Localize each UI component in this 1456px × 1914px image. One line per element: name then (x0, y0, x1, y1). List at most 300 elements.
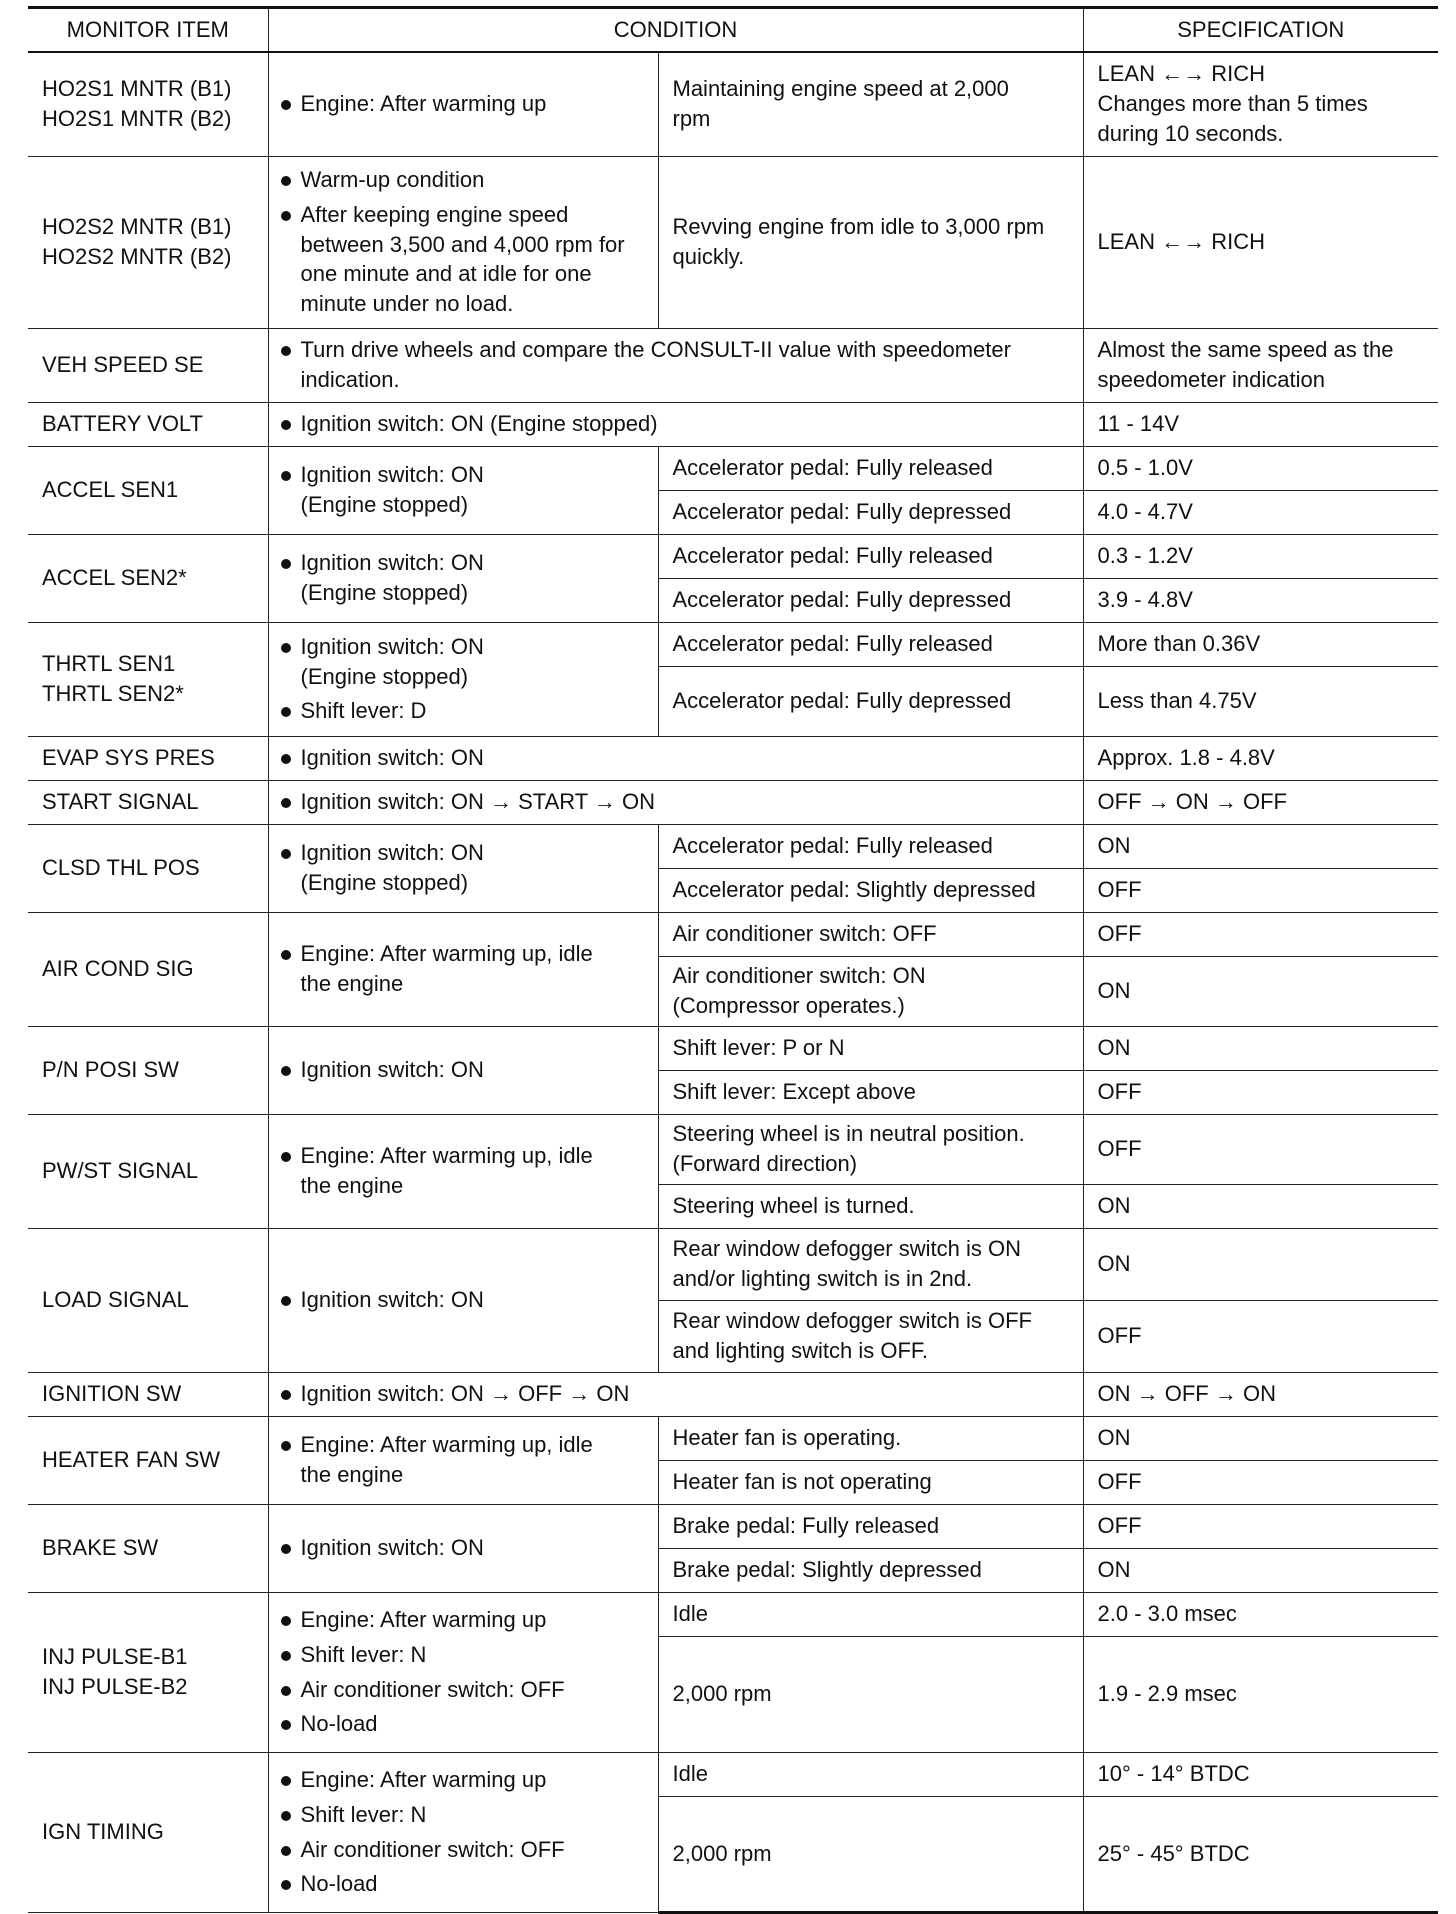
sub-condition-line: Accelerator pedal: Fully released (672, 543, 993, 569)
sub-condition-cell (658, 1300, 1083, 1372)
specification-line: 1.9 - 2.9 msec (1097, 1681, 1237, 1707)
specification-line: 3.9 - 4.8V (1097, 587, 1193, 613)
monitor-item-cell (28, 402, 268, 446)
sub-condition-line: Steering wheel is in neutral position. (672, 1121, 1025, 1147)
bullet-text: Ignition switch: ON (300, 745, 484, 771)
condition-cell (268, 824, 658, 912)
condition-bullet (281, 409, 1069, 439)
condition-bullet (281, 1430, 644, 1490)
specification-line: ON (1097, 1557, 1131, 1583)
bullet-text-line: between 3,500 and 4,000 rpm for (300, 231, 625, 257)
condition-bullet (281, 1285, 644, 1315)
bullet-dot-icon (281, 471, 291, 481)
condition-cell (268, 156, 658, 328)
bullet-dot-icon (281, 798, 291, 808)
bullet-dot-icon (281, 1651, 291, 1661)
sub-condition-cell (658, 1114, 1083, 1184)
condition-cell (268, 1416, 658, 1504)
specification-cell (1083, 156, 1438, 328)
condition-cell (268, 1228, 658, 1372)
bullet-text (301, 335, 1069, 395)
bullet-text: Ignition switch: ON (300, 1535, 484, 1561)
monitor-item-line: INJ PULSE-B1 (42, 1644, 188, 1670)
table-row (28, 1114, 1438, 1184)
sub-condition-line: Brake pedal: Slightly depressed (672, 1557, 982, 1583)
condition-bullet (281, 787, 1069, 817)
monitor-item-cell (28, 534, 268, 622)
monitor-item-line: THRTL SEN2* (42, 681, 184, 706)
table-row (28, 736, 1438, 780)
bullet-text: Shift lever: N (300, 1801, 427, 1827)
bullet-text: Ignition switch: ON (Engine stopped) (300, 411, 658, 437)
monitor-item-line: EVAP SYS PRES (42, 745, 215, 771)
condition-bullet (281, 460, 644, 520)
specification-cell (1083, 402, 1438, 446)
sub-condition-line: (Forward direction) (672, 1151, 858, 1176)
monitor-item-cell (28, 1372, 268, 1416)
bullet-dot-icon (281, 754, 291, 764)
monitor-item-cell (28, 912, 268, 1026)
condition-cell (268, 328, 1083, 402)
monitor-item-cell (28, 1504, 268, 1592)
specification-line: 25° - 45° BTDC (1097, 1840, 1250, 1866)
monitor-item-line: BATTERY VOLT (42, 411, 203, 437)
bullet-dot-icon (281, 1686, 291, 1696)
specification-cell (1083, 1460, 1438, 1504)
specification-line: 0.3 - 1.2V (1097, 543, 1193, 569)
specification-line: ON (1097, 1193, 1131, 1219)
condition-bullet (281, 1675, 644, 1705)
header-row (28, 8, 1438, 53)
bullet-text-line: Turn drive wheels and compare the CONSULT-II value with speedometer (300, 337, 1011, 363)
condition-bullet (281, 89, 644, 119)
condition-bullet (281, 1869, 644, 1899)
specification-cell (1083, 328, 1438, 402)
sub-condition-cell (658, 1460, 1083, 1504)
bullet-dot-icon (281, 176, 291, 186)
monitor-item-line: AIR COND SIG (42, 956, 194, 982)
table-row (28, 1416, 1438, 1460)
condition-bullet (281, 838, 644, 898)
specification-line: ON (1097, 1251, 1131, 1277)
condition-cell (268, 534, 658, 622)
table-row (28, 156, 1438, 328)
bullet-text-line: After keeping engine speed (300, 201, 569, 227)
sub-condition-line: 2,000 rpm (672, 1681, 772, 1707)
specification-line: ON → OFF → ON (1097, 1381, 1276, 1407)
monitor-item-cell (28, 736, 268, 780)
condition-bullet (281, 1640, 644, 1670)
bullet-text: Air conditioner switch: OFF (300, 1676, 565, 1702)
sub-condition-line: Maintaining engine speed at 2,000 (672, 76, 1009, 102)
sub-condition-line: Rear window defogger switch is ON (672, 1236, 1021, 1262)
condition-bullet (281, 696, 644, 726)
condition-bullet (281, 1533, 644, 1563)
bullet-text-line: (Engine stopped) (300, 663, 469, 689)
sub-condition-cell (658, 1228, 1083, 1300)
sub-condition-cell (658, 1026, 1083, 1070)
monitor-item-line: CLSD THL POS (42, 855, 200, 881)
specification-cell (1083, 534, 1438, 578)
sub-condition-cell (658, 1416, 1083, 1460)
bullet-dot-icon (281, 100, 291, 110)
specification-cell (1083, 52, 1438, 156)
sub-condition-cell (658, 1752, 1083, 1796)
condition-bullet (281, 1709, 644, 1739)
condition-cell (268, 52, 658, 156)
specification-line: ON (1097, 1035, 1131, 1061)
sub-condition-cell (658, 1504, 1083, 1548)
specification-line: ON (1097, 978, 1131, 1004)
bullet-text (301, 548, 644, 608)
bullet-text: No-load (300, 1871, 378, 1897)
specification-cell (1083, 956, 1438, 1026)
table-row (28, 52, 1438, 156)
bullet-text: Ignition switch: ON → START → ON (300, 789, 656, 815)
monitor-item-line: INJ PULSE-B2 (42, 1674, 188, 1699)
sub-condition-line: Brake pedal: Fully released (672, 1513, 940, 1539)
specification-cell (1083, 780, 1438, 824)
monitor-item-line: HEATER FAN SW (42, 1447, 221, 1473)
monitor-item-line: PW/ST SIGNAL (42, 1158, 199, 1184)
specification-line: OFF (1097, 1079, 1142, 1105)
sub-condition-line: rpm (672, 106, 711, 132)
specification-cell (1083, 736, 1438, 780)
specification-cell (1083, 1184, 1438, 1228)
monitor-item-cell (28, 824, 268, 912)
specification-cell (1083, 912, 1438, 956)
specification-cell (1083, 446, 1438, 490)
monitor-item-line: P/N POSI SW (42, 1057, 179, 1083)
specification-line: OFF (1097, 1469, 1142, 1495)
bullet-dot-icon (281, 1811, 291, 1821)
monitor-item-line: ACCEL SEN2* (42, 565, 187, 591)
bullet-text-line: Ignition switch: ON (300, 840, 484, 866)
condition-cell (268, 736, 1083, 780)
bullet-text-line: (Engine stopped) (300, 492, 469, 517)
sub-condition-cell (658, 956, 1083, 1026)
condition-bullet (281, 335, 1069, 395)
specification-line: 10° - 14° BTDC (1097, 1761, 1250, 1787)
sub-condition-line: Accelerator pedal: Slightly depressed (672, 877, 1036, 903)
sub-condition-line: Accelerator pedal: Fully depressed (672, 499, 1012, 525)
specification-cell (1083, 1026, 1438, 1070)
specification-line: 0.5 - 1.0V (1097, 455, 1193, 481)
monitor-item-line: START SIGNAL (42, 789, 199, 815)
monitor-item-line: HO2S2 MNTR (B2) (42, 244, 232, 269)
bullet-text-line: the engine (300, 971, 404, 996)
specification-cell (1083, 1592, 1438, 1636)
specification-line: Less than 4.75V (1097, 688, 1257, 714)
bullet-text-line: one minute and at idle for one (300, 261, 592, 287)
specification-line: OFF (1097, 877, 1142, 903)
table-row (28, 534, 1438, 578)
condition-cell (268, 780, 1083, 824)
sub-condition-line: Idle (672, 1761, 708, 1787)
header-condition: CONDITION (268, 8, 1083, 53)
bullet-text: Ignition switch: ON → OFF → ON (300, 1381, 630, 1407)
bullet-text: Engine: After warming up (300, 91, 547, 117)
specification-line: Almost the same speed as the (1097, 337, 1394, 363)
sub-condition-line: Air conditioner switch: OFF (672, 921, 937, 947)
bullet-text-line: Engine: After warming up, idle (300, 941, 593, 967)
spec-table-container (28, 6, 1438, 1914)
bullet-dot-icon (281, 1066, 291, 1076)
sub-condition-line: Heater fan is not operating (672, 1469, 932, 1495)
bullet-text: No-load (300, 1711, 378, 1737)
specification-cell (1083, 1504, 1438, 1548)
sub-condition-line: Idle (672, 1601, 708, 1627)
sub-condition-line: Revving engine from idle to 3,000 rpm (672, 214, 1045, 240)
specification-line: 4.0 - 4.7V (1097, 499, 1193, 525)
sub-condition-line: 2,000 rpm (672, 1840, 772, 1866)
specification-line: OFF (1097, 1136, 1142, 1162)
monitor-item-line: THRTL SEN1 (42, 651, 176, 677)
sub-condition-cell (658, 666, 1083, 736)
table-row (28, 1372, 1438, 1416)
bullet-dot-icon (281, 950, 291, 960)
sub-condition-line: (Compressor operates.) (672, 993, 905, 1018)
specification-cell (1083, 622, 1438, 666)
bullet-text-line: Ignition switch: ON (300, 550, 484, 576)
header-specification: SPECIFICATION (1083, 8, 1438, 53)
bullet-text-line: Ignition switch: ON (300, 633, 484, 659)
bullet-text-line: indication. (300, 367, 400, 392)
monitor-item-cell (28, 1228, 268, 1372)
sub-condition-cell (658, 534, 1083, 578)
condition-cell (268, 1114, 658, 1228)
specification-cell (1083, 1416, 1438, 1460)
sub-condition-cell (658, 1548, 1083, 1592)
sub-condition-line: and/or lighting switch is in 2nd. (672, 1266, 973, 1291)
monitor-item-line: IGNITION SW (42, 1381, 182, 1407)
bullet-text-line: Engine: After warming up, idle (300, 1432, 593, 1458)
bullet-dot-icon (281, 1441, 291, 1451)
sub-condition-cell (658, 578, 1083, 622)
sub-condition-cell (658, 1184, 1083, 1228)
bullet-text (301, 1141, 644, 1201)
condition-bullet (281, 1379, 1069, 1409)
specification-cell (1083, 1070, 1438, 1114)
bullet-dot-icon (281, 707, 291, 717)
bullet-dot-icon (281, 1616, 291, 1626)
bullet-dot-icon (281, 211, 291, 221)
specification-line: OFF (1097, 921, 1142, 947)
condition-cell (268, 1592, 658, 1752)
monitor-item-cell (28, 1592, 268, 1752)
specification-line: 11 - 14V (1097, 411, 1180, 437)
specification-line: Approx. 1.8 - 4.8V (1097, 745, 1275, 771)
monitor-item-cell (28, 780, 268, 824)
bullet-text-line: the engine (300, 1462, 404, 1487)
monitor-item-line: VEH SPEED SE (42, 352, 204, 378)
sub-condition-line: quickly. (672, 244, 745, 269)
table-row (28, 824, 1438, 868)
bullet-text: Warm-up condition (300, 166, 485, 192)
condition-cell (268, 622, 658, 736)
condition-cell (268, 912, 658, 1026)
sub-condition-line: Accelerator pedal: Fully released (672, 631, 993, 657)
monitor-item-cell (28, 1752, 268, 1912)
bullet-text: Shift lever: D (300, 698, 427, 724)
table-row (28, 780, 1438, 824)
specification-line: OFF (1097, 1323, 1142, 1349)
sub-condition-cell (658, 1592, 1083, 1636)
condition-bullet (281, 632, 644, 692)
monitor-item-line: IGN TIMING (42, 1819, 164, 1845)
sub-condition-line: Accelerator pedal: Fully depressed (672, 587, 1012, 613)
sub-condition-line: Air conditioner switch: ON (672, 963, 926, 989)
specification-line: ON (1097, 1425, 1131, 1451)
sub-condition-cell (658, 156, 1083, 328)
sub-condition-cell (658, 52, 1083, 156)
monitor-item-cell (28, 156, 268, 328)
specification-line: OFF (1097, 1513, 1142, 1539)
condition-bullet (281, 1141, 644, 1201)
condition-bullet (281, 200, 644, 320)
bullet-dot-icon (281, 559, 291, 569)
condition-bullet (281, 743, 1069, 773)
specification-cell (1083, 490, 1438, 534)
specification-cell (1083, 824, 1438, 868)
sub-condition-cell (658, 1636, 1083, 1752)
sub-condition-line: Steering wheel is turned. (672, 1193, 915, 1219)
monitor-item-line: LOAD SIGNAL (42, 1287, 189, 1313)
condition-bullet (281, 1605, 644, 1635)
monitor-item-line: HO2S2 MNTR (B1) (42, 214, 232, 240)
bullet-text-line: minute under no load. (300, 291, 514, 317)
specification-line: More than 0.36V (1097, 631, 1261, 657)
table-row (28, 328, 1438, 402)
condition-cell (268, 1504, 658, 1592)
bullet-text (301, 632, 644, 692)
monitor-item-line: BRAKE SW (42, 1535, 159, 1561)
specification-cell (1083, 868, 1438, 912)
condition-bullet (281, 165, 644, 195)
specification-cell (1083, 1372, 1438, 1416)
condition-cell (268, 1372, 1083, 1416)
sub-condition-line: Accelerator pedal: Fully released (672, 455, 993, 481)
sub-condition-line: Heater fan is operating. (672, 1425, 902, 1451)
specification-line: LEAN ←→ RICH (1097, 61, 1265, 87)
monitor-item-line: ACCEL SEN1 (42, 477, 179, 503)
monitor-item-cell (28, 446, 268, 534)
specification-cell (1083, 1796, 1438, 1912)
bullet-dot-icon (281, 643, 291, 653)
sub-condition-cell (658, 490, 1083, 534)
bullet-text-line: the engine (300, 1173, 404, 1198)
specification-cell (1083, 1636, 1438, 1752)
bullet-dot-icon (281, 1720, 291, 1730)
sub-condition-cell (658, 1796, 1083, 1912)
specification-cell (1083, 1752, 1438, 1796)
sub-condition-cell (658, 1070, 1083, 1114)
monitor-item-cell (28, 52, 268, 156)
sub-condition-cell (658, 622, 1083, 666)
monitor-item-cell (28, 1416, 268, 1504)
specification-line: ON (1097, 833, 1131, 859)
bullet-dot-icon (281, 849, 291, 859)
monitor-spec-table (28, 6, 1438, 1914)
bullet-dot-icon (281, 1152, 291, 1162)
specification-cell (1083, 1114, 1438, 1184)
bullet-text-line: Ignition switch: ON (300, 462, 484, 488)
bullet-text-line: Engine: After warming up, idle (300, 1143, 593, 1169)
sub-condition-line: Rear window defogger switch is OFF (672, 1308, 1032, 1334)
sub-condition-line: Shift lever: P or N (672, 1035, 845, 1061)
table-row (28, 1228, 1438, 1300)
specification-cell (1083, 578, 1438, 622)
specification-cell (1083, 1228, 1438, 1300)
bullet-dot-icon (281, 1776, 291, 1786)
bullet-text: Engine: After warming up (300, 1766, 547, 1792)
monitor-item-cell (28, 1026, 268, 1114)
sub-condition-line: and lighting switch is OFF. (672, 1338, 929, 1363)
specification-line: during 10 seconds. (1097, 121, 1284, 147)
table-row (28, 622, 1438, 666)
bullet-dot-icon (281, 1846, 291, 1856)
condition-cell (268, 446, 658, 534)
condition-cell (268, 402, 1083, 446)
monitor-item-line: HO2S1 MNTR (B2) (42, 106, 232, 132)
bullet-dot-icon (281, 346, 291, 356)
condition-bullet (281, 1765, 644, 1795)
specification-line: speedometer indication (1097, 367, 1325, 392)
monitor-item-cell (28, 328, 268, 402)
monitor-item-line: HO2S1 MNTR (B1) (42, 76, 232, 102)
sub-condition-cell (658, 446, 1083, 490)
condition-bullet (281, 1800, 644, 1830)
bullet-text (301, 460, 644, 520)
sub-condition-cell (658, 868, 1083, 912)
bullet-text-line: (Engine stopped) (300, 870, 469, 895)
specification-cell (1083, 1548, 1438, 1592)
table-row (28, 402, 1438, 446)
bullet-text-line: (Engine stopped) (300, 580, 469, 605)
condition-bullet (281, 939, 644, 999)
monitor-item-cell (28, 622, 268, 736)
sub-condition-cell (658, 912, 1083, 956)
sub-condition-cell (658, 824, 1083, 868)
specification-line: 2.0 - 3.0 msec (1097, 1601, 1237, 1627)
bullet-text (301, 939, 644, 999)
bullet-text: Air conditioner switch: OFF (300, 1836, 565, 1862)
sub-condition-line: Accelerator pedal: Fully released (672, 833, 993, 859)
condition-bullet (281, 1055, 644, 1085)
bullet-text (301, 200, 644, 320)
table-row (28, 1504, 1438, 1548)
specification-cell (1083, 666, 1438, 736)
specification-line: Changes more than 5 times (1097, 91, 1368, 117)
table-row (28, 1592, 1438, 1636)
bullet-text (301, 838, 644, 898)
condition-cell (268, 1026, 658, 1114)
condition-cell (268, 1752, 658, 1912)
sub-condition-line: Accelerator pedal: Fully depressed (672, 688, 1012, 714)
bullet-dot-icon (281, 1390, 291, 1400)
bullet-text: Shift lever: N (300, 1641, 427, 1667)
table-row (28, 446, 1438, 490)
specification-line: LEAN ←→ RICH (1097, 229, 1265, 255)
bullet-text (301, 1430, 644, 1490)
sub-condition-line: Shift lever: Except above (672, 1079, 916, 1105)
bullet-text: Ignition switch: ON (300, 1057, 484, 1083)
condition-bullet (281, 1835, 644, 1865)
bullet-dot-icon (281, 1296, 291, 1306)
condition-bullet (281, 548, 644, 608)
header-monitor-item: MONITOR ITEM (28, 8, 268, 53)
monitor-item-cell (28, 1114, 268, 1228)
